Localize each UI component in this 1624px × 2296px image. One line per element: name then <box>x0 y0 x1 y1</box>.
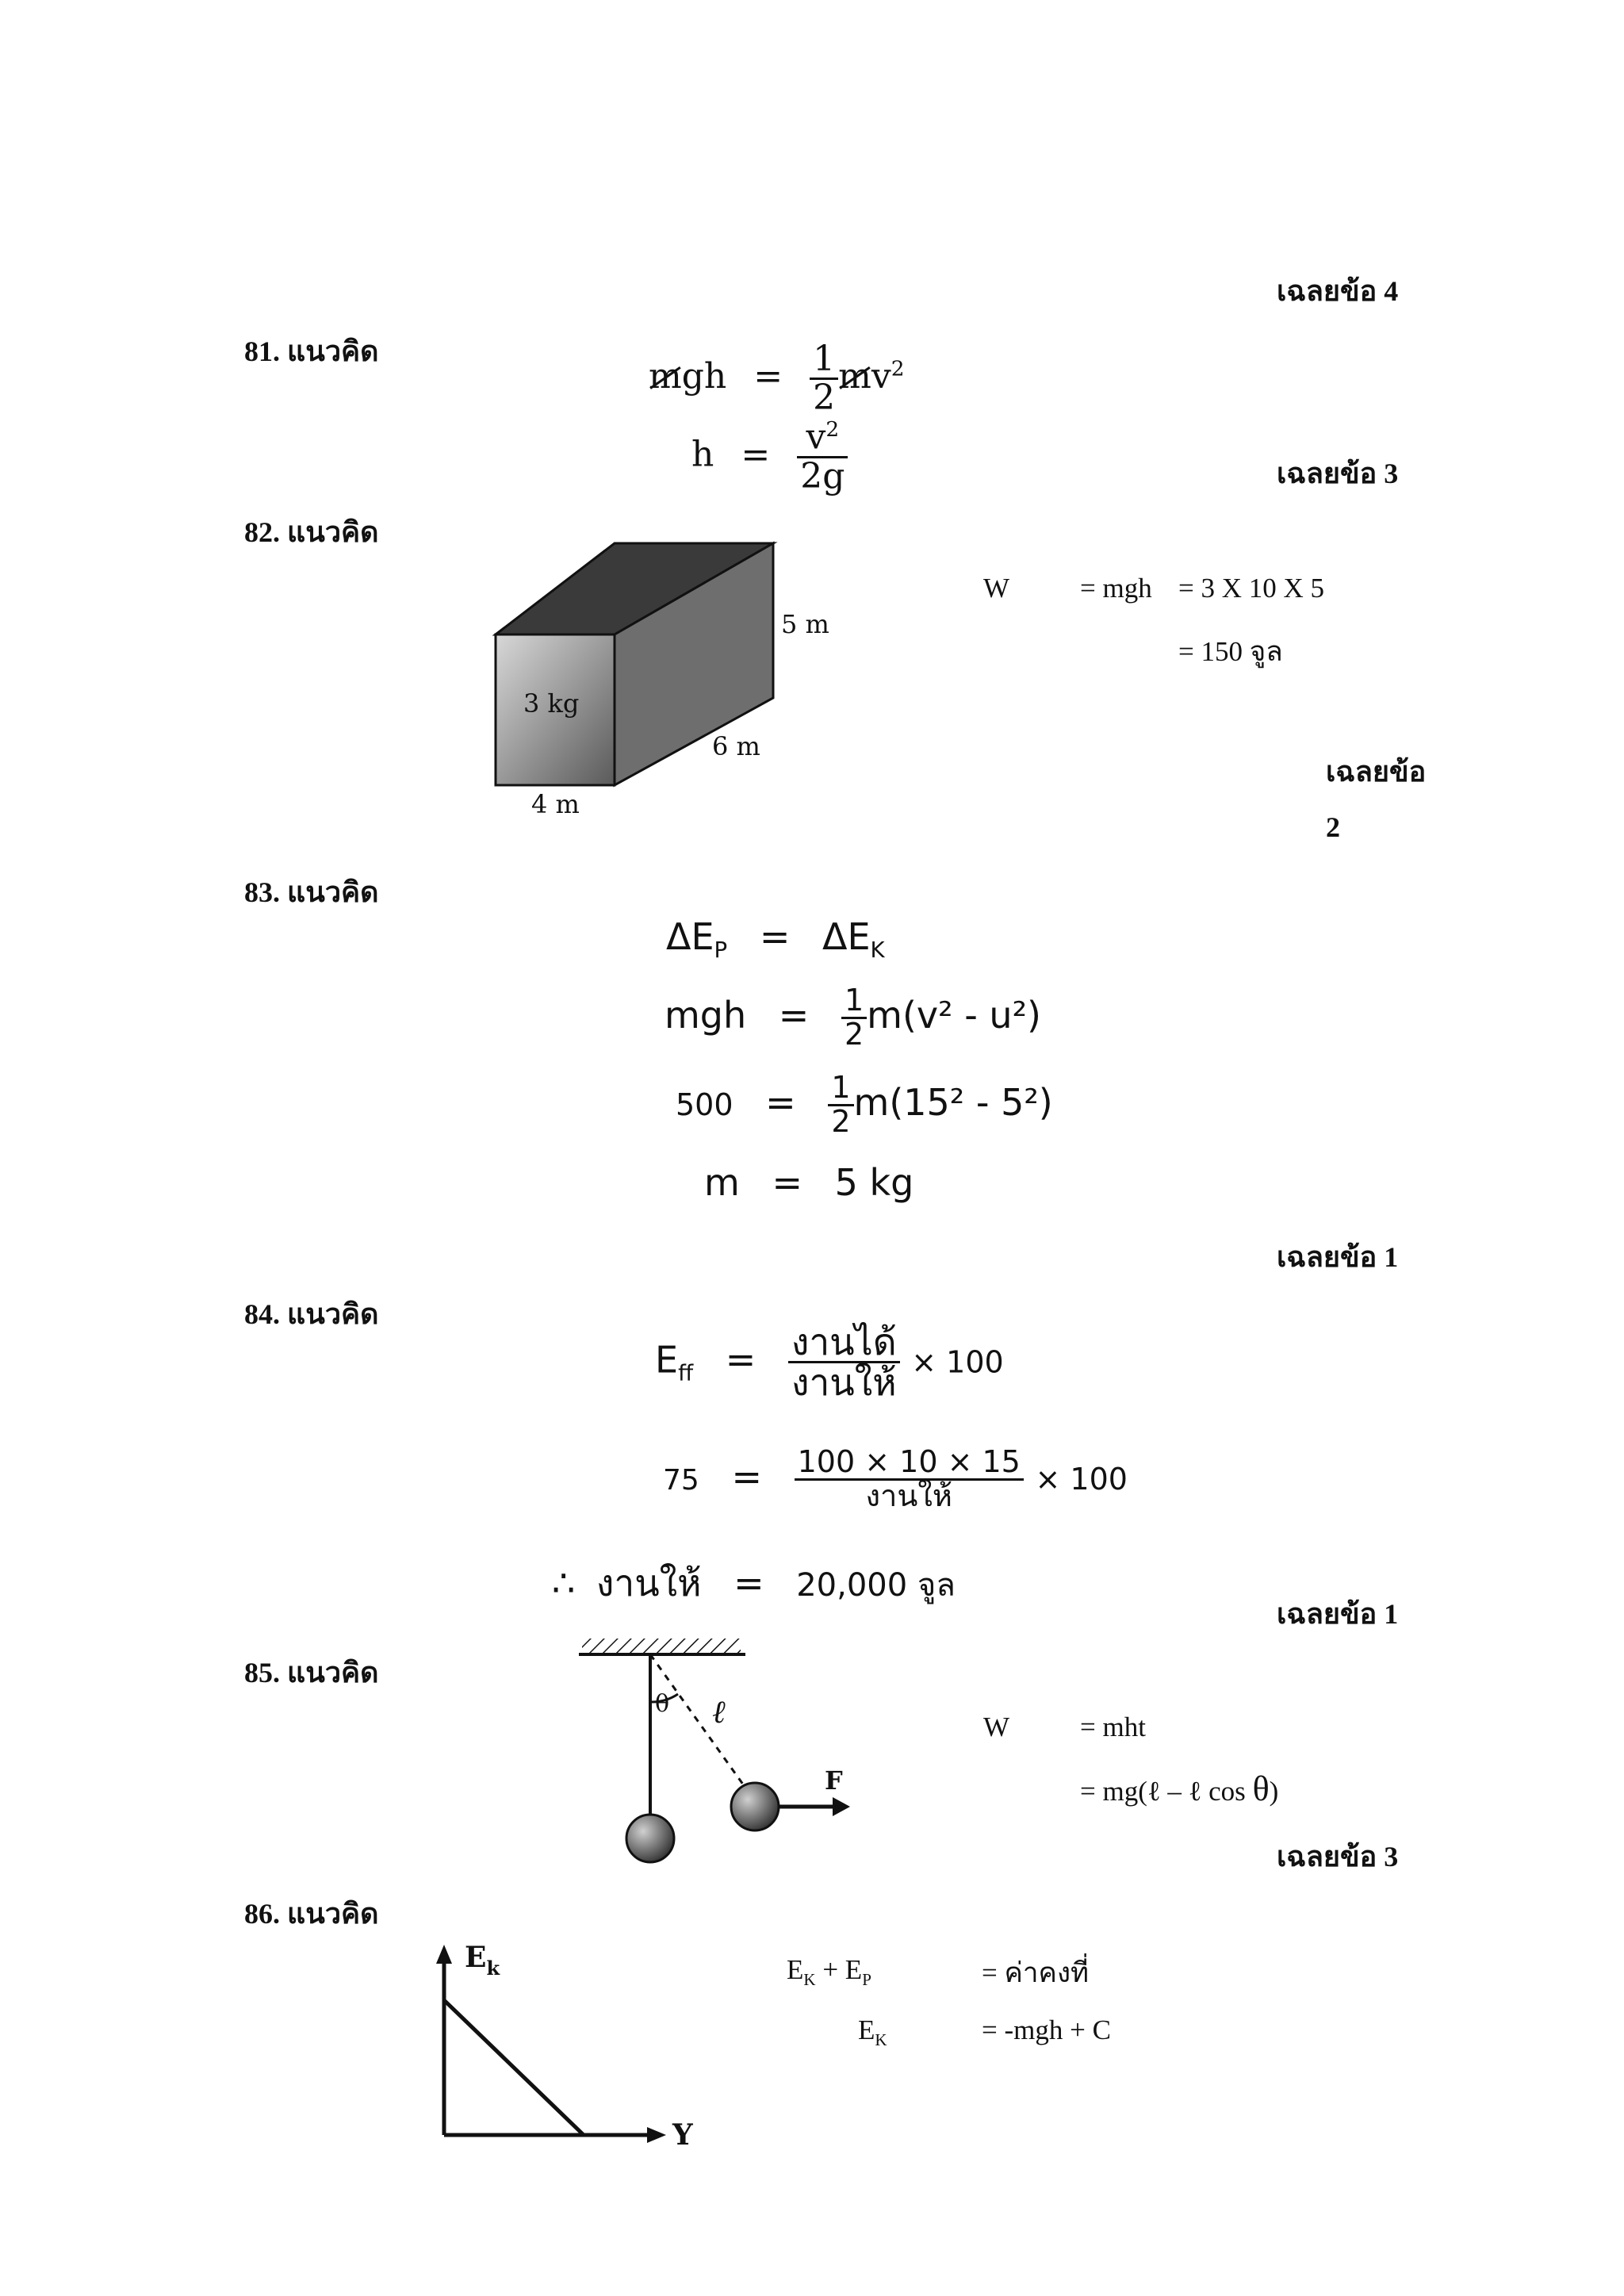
q81-equation-2 <box>691 416 848 496</box>
q86-graph <box>428 1935 698 2157</box>
graph-y-label-k: k <box>486 1957 500 1980</box>
q85-eq2-pre: = mg(ℓ – ℓ cos <box>1080 1776 1253 1807</box>
q81-v2-over-2g <box>797 416 848 496</box>
q83-5kg: 5 kg <box>834 1161 914 1204</box>
q86-sub-k: K <box>803 1970 816 1989</box>
graph-y-arrow <box>436 1945 452 1964</box>
q83-line-4 <box>704 1161 914 1204</box>
answer-82-line2: 2 <box>1326 811 1340 843</box>
q83-half-2 <box>828 1072 853 1138</box>
q81-h: h <box>691 434 714 475</box>
box-mass-label: 3 kg <box>523 688 580 719</box>
q81-frac-square: 2 <box>825 417 840 442</box>
q84-times-100-2: × 100 <box>1035 1461 1128 1497</box>
box-width-label: 4 m <box>531 789 580 819</box>
q84-work-in-2: งานให้ <box>865 1478 952 1513</box>
q83-half-1 <box>841 985 867 1051</box>
q81-cancelled-m: m <box>649 356 682 397</box>
q84-line-3 <box>552 1554 956 1612</box>
q82-work-eq1: = mgh <box>1080 573 1152 604</box>
q83-line-3 <box>676 1072 1053 1138</box>
q82-work-eq3: = 150 จูล <box>1178 636 1283 667</box>
q81-frac-v: v <box>806 416 826 458</box>
q84-frac-2 <box>795 1444 1024 1513</box>
question-83-label: 83. แนวคิด <box>244 876 379 908</box>
q83-line-1 <box>666 915 885 963</box>
q83-eq-1: = <box>759 915 791 958</box>
q83-line-2 <box>665 985 1041 1051</box>
q81-half <box>810 339 838 419</box>
q83-m: m <box>704 1161 740 1204</box>
q84-line-2 <box>663 1444 1128 1513</box>
q83-eq-2: = <box>778 993 810 1037</box>
q86-sub-p: P <box>862 1970 871 1989</box>
q81-frac-2g: 2g <box>800 455 845 496</box>
q84-eq-3: = <box>733 1562 764 1604</box>
q81-equation-1 <box>649 339 905 419</box>
q86-line-1-left <box>787 1954 871 1990</box>
q84-e: E <box>655 1338 679 1382</box>
q83-sub-p: P <box>714 937 728 964</box>
pendulum-bob-rest <box>626 1815 674 1862</box>
q84-sub-ff: ff <box>678 1359 694 1386</box>
q86-line-1-right: = ค่าคงที่ <box>982 1957 1090 1988</box>
q83-500: 500 <box>676 1087 733 1122</box>
q83-m-15-5: m(15² - 5²) <box>853 1080 1053 1124</box>
graph-ek-line <box>444 2000 584 2135</box>
q81-half-den: 2 <box>813 378 836 419</box>
q81-half-num: 1 <box>810 341 838 380</box>
box-depth-label: 6 m <box>712 731 760 761</box>
graph-y-label-e: E <box>465 1941 487 1974</box>
q84-work-in: งานให้ <box>791 1361 897 1405</box>
theta-label: θ <box>655 1690 670 1718</box>
q81-v: v <box>871 356 891 397</box>
box-height-label: 5 m <box>781 609 829 639</box>
q83-sub-k: K <box>870 937 885 964</box>
q86-ek-2: E <box>858 2014 875 2045</box>
q82-work-eq2: = 3 X 10 X 5 <box>1178 573 1325 604</box>
q84-times-100: × 100 <box>911 1344 1004 1380</box>
q85-eq2-theta: θ <box>1252 1769 1270 1808</box>
q82-work-label: W <box>983 573 1010 604</box>
q83-eq-4: = <box>772 1161 802 1204</box>
q81-square: 2 <box>891 356 905 381</box>
q83-half-num-2: 1 <box>828 1072 853 1106</box>
q86-line-2-right: = -mgh + C <box>982 2014 1111 2045</box>
q84-75: 75 <box>663 1463 699 1497</box>
q83-half-den-2: 2 <box>831 1103 851 1139</box>
q86-line-2-left <box>858 2014 887 2050</box>
q83-mgh: mgh <box>665 993 747 1037</box>
q86-plus-ep: + E <box>815 1954 863 1985</box>
q83-delta-ek: ΔE <box>822 915 871 958</box>
q81-gh: gh <box>681 356 727 397</box>
q85-work-eq2 <box>1080 1769 1278 1809</box>
q81-eq-sign: = <box>753 356 783 397</box>
q85-eq2-post: ) <box>1269 1776 1279 1807</box>
answer-85: เฉลยข้อ 3 <box>1277 1841 1399 1872</box>
q83-delta-ep: ΔE <box>666 915 714 958</box>
answer-80: เฉลยข้อ 4 <box>1277 275 1399 307</box>
q83-eq-3: = <box>765 1080 796 1124</box>
question-85-label: 85. แนวคิด <box>244 1657 379 1688</box>
q85-work-label: W <box>983 1711 1010 1742</box>
answer-82-line1: เฉลยข้อ <box>1326 756 1427 788</box>
graph-y-label <box>465 1941 500 1980</box>
ceiling-hatch <box>582 1639 741 1653</box>
answer-84: เฉลยข้อ 1 <box>1277 1598 1399 1630</box>
q84-therefore: ∴ <box>552 1562 576 1604</box>
q81-cancelled-m2: m <box>838 356 871 397</box>
q84-20000-joule: 20,000 จูล <box>796 1567 956 1604</box>
q83-half-num: 1 <box>841 985 867 1019</box>
answer-81: เฉลยข้อ 3 <box>1277 458 1399 489</box>
q85-work-eq1: = mht <box>1080 1711 1146 1742</box>
q84-work-out: งานได้ <box>788 1323 900 1363</box>
q84-eq-2: = <box>731 1455 762 1498</box>
q84-work-in-3: งานให้ <box>596 1562 702 1604</box>
answer-83: เฉลยข้อ 1 <box>1277 1241 1399 1273</box>
force-arrow-head <box>833 1797 850 1816</box>
pendulum-bob-displaced <box>731 1783 779 1830</box>
q83-m-v2-u2: m(v² - u²) <box>867 993 1041 1037</box>
q82-box-diagram <box>476 523 888 841</box>
q84-line-1 <box>655 1320 1004 1405</box>
q86-sub-k-2: K <box>875 2030 887 2049</box>
pendulum-string-displaced <box>650 1654 753 1799</box>
q84-product: 100 × 10 × 15 <box>795 1447 1024 1481</box>
graph-x-label: Y <box>672 2118 693 2152</box>
graph-x-arrow <box>647 2127 666 2143</box>
question-84-label: 84. แนวคิด <box>244 1298 379 1330</box>
question-86-label: 86. แนวคิด <box>244 1898 379 1930</box>
q81-eq-sign-2: = <box>741 434 771 475</box>
force-label: F <box>825 1765 843 1796</box>
q85-pendulum-diagram <box>571 1631 888 1876</box>
q84-eq-1: = <box>725 1338 756 1382</box>
question-81-label: 81. แนวคิด <box>244 335 379 367</box>
q83-half-den: 2 <box>844 1016 864 1052</box>
q84-frac-1 <box>788 1320 900 1405</box>
length-label: ℓ <box>712 1694 726 1731</box>
question-82-label: 82. แนวคิด <box>244 516 379 548</box>
q86-ek: E <box>787 1954 804 1985</box>
